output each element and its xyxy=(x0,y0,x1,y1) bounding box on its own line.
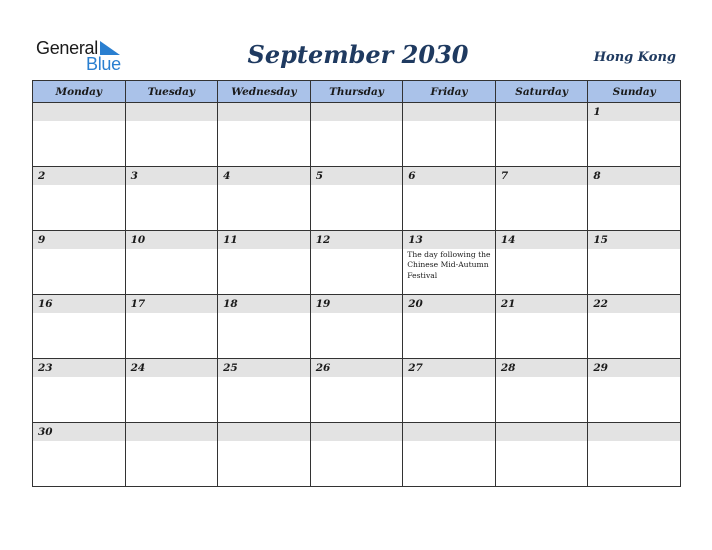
day-cell xyxy=(218,231,311,295)
day-cell xyxy=(588,359,681,423)
day-number-band xyxy=(33,295,125,313)
calendar-grid xyxy=(32,80,681,487)
day-number-band xyxy=(126,103,218,121)
day-number-band xyxy=(588,103,680,121)
day-number-band xyxy=(126,231,218,249)
day-number: 11 xyxy=(223,234,238,246)
week-row xyxy=(33,231,681,295)
day-number-band xyxy=(33,103,125,121)
day-number: 25 xyxy=(223,362,238,374)
day-number: 9 xyxy=(38,234,46,246)
day-cell xyxy=(588,167,681,231)
day-number: 28 xyxy=(500,362,516,374)
day-number-band xyxy=(496,359,588,377)
day-number: 20 xyxy=(408,298,423,310)
weekday-header: Sunday xyxy=(588,81,681,103)
day-cell xyxy=(495,231,588,295)
day-cell xyxy=(403,167,496,231)
day-cell xyxy=(218,295,311,359)
day-number-band xyxy=(496,231,588,249)
day-number: 27 xyxy=(408,362,423,374)
holiday-event: The day following the Chinese Mid-Autumn Festival xyxy=(407,250,491,280)
day-number-band xyxy=(588,295,680,313)
day-number-band xyxy=(126,359,218,377)
weekday-header-row xyxy=(33,81,681,103)
day-number: 26 xyxy=(315,362,331,374)
day-number-band xyxy=(311,423,403,441)
day-number-band xyxy=(311,167,403,185)
day-number: 13 xyxy=(408,234,423,246)
day-cell xyxy=(125,295,218,359)
day-cell xyxy=(588,423,681,487)
day-number-band xyxy=(33,167,125,185)
day-number: 12 xyxy=(315,234,331,246)
day-cell xyxy=(218,167,311,231)
day-number-band xyxy=(403,295,495,313)
day-number: 15 xyxy=(593,234,608,246)
weekday-header: Saturday xyxy=(495,81,588,103)
day-number-band xyxy=(218,103,310,121)
day-number-band xyxy=(218,295,310,313)
day-cell xyxy=(125,231,218,295)
day-cell xyxy=(310,167,403,231)
day-cell xyxy=(125,423,218,487)
weekday-header: Friday xyxy=(403,81,496,103)
day-number-band xyxy=(33,231,125,249)
day-number-band xyxy=(588,167,680,185)
day-cell xyxy=(33,231,126,295)
logo-general-text: General xyxy=(36,38,98,58)
day-number-band xyxy=(126,423,218,441)
day-number: 18 xyxy=(223,298,238,310)
day-cell xyxy=(33,295,126,359)
day-cell xyxy=(495,359,588,423)
day-cell xyxy=(33,103,126,167)
day-cell xyxy=(495,423,588,487)
day-cell xyxy=(495,167,588,231)
day-number: 14 xyxy=(500,234,516,246)
weekday-header: Tuesday xyxy=(125,81,218,103)
day-cell xyxy=(33,167,126,231)
day-cell xyxy=(310,359,403,423)
day-cell xyxy=(588,231,681,295)
day-cell xyxy=(403,103,496,167)
day-number: 2 xyxy=(38,170,46,182)
day-cell xyxy=(403,295,496,359)
weekday-header: Monday xyxy=(33,81,126,103)
day-number: 4 xyxy=(223,170,231,182)
day-number-band xyxy=(311,231,403,249)
day-cell xyxy=(125,167,218,231)
day-number: 7 xyxy=(500,170,509,182)
day-number: 16 xyxy=(38,298,53,310)
week-row xyxy=(33,359,681,423)
day-cell xyxy=(495,103,588,167)
day-number-band xyxy=(218,231,310,249)
day-number: 29 xyxy=(593,362,608,374)
day-number: 23 xyxy=(38,362,53,374)
day-cell xyxy=(403,231,496,295)
day-cell xyxy=(310,295,403,359)
region-label: Hong Kong xyxy=(593,50,676,65)
day-number-band xyxy=(126,167,218,185)
day-number-band xyxy=(126,295,218,313)
day-number-band xyxy=(311,295,403,313)
day-number-band xyxy=(588,423,680,441)
day-number: 22 xyxy=(593,298,608,310)
day-number: 3 xyxy=(130,170,138,182)
day-number-band xyxy=(496,423,588,441)
day-cell xyxy=(403,359,496,423)
day-number-band xyxy=(403,103,495,121)
day-number-band xyxy=(496,295,588,313)
day-number-band xyxy=(311,103,403,121)
day-number-band xyxy=(588,231,680,249)
day-cell xyxy=(33,423,126,487)
day-cell xyxy=(125,103,218,167)
day-cell xyxy=(218,423,311,487)
day-number-band xyxy=(218,359,310,377)
day-cell xyxy=(218,359,311,423)
logo-triangle-icon xyxy=(100,41,120,55)
day-number-band xyxy=(403,423,495,441)
day-number: 24 xyxy=(130,362,146,374)
week-row xyxy=(33,167,681,231)
day-number: 30 xyxy=(38,426,53,438)
day-number: 6 xyxy=(408,170,416,182)
day-cell xyxy=(310,423,403,487)
weekday-header: Wednesday xyxy=(218,81,311,103)
week-row xyxy=(33,103,681,167)
weekday-header: Thursday xyxy=(310,81,403,103)
day-cell xyxy=(588,103,681,167)
day-number-band xyxy=(496,103,588,121)
day-number-band xyxy=(403,359,495,377)
brand-logo xyxy=(36,38,136,74)
week-row xyxy=(33,295,681,359)
day-number-band xyxy=(33,359,125,377)
day-number-band xyxy=(311,359,403,377)
day-number-band xyxy=(403,167,495,185)
day-number-band xyxy=(403,231,495,249)
logo-blue-text: Blue xyxy=(86,54,121,74)
day-number-band xyxy=(33,423,125,441)
day-number-band xyxy=(588,359,680,377)
day-cell xyxy=(310,231,403,295)
day-cell xyxy=(125,359,218,423)
day-number: 19 xyxy=(315,298,331,310)
day-cell xyxy=(495,295,588,359)
day-number: 17 xyxy=(130,298,146,310)
day-cell xyxy=(33,359,126,423)
day-cell xyxy=(588,295,681,359)
day-number: 10 xyxy=(130,234,146,246)
day-number: 21 xyxy=(500,298,516,310)
week-row xyxy=(33,423,681,487)
day-number: 5 xyxy=(315,170,323,182)
day-cell xyxy=(218,103,311,167)
day-number-band xyxy=(218,167,310,185)
day-number: 1 xyxy=(593,106,601,118)
day-number: 8 xyxy=(593,170,601,182)
day-number-band xyxy=(218,423,310,441)
day-number-band xyxy=(496,167,588,185)
day-cell xyxy=(310,103,403,167)
day-cell xyxy=(403,423,496,487)
calendar-title: September 2030 xyxy=(247,40,469,69)
